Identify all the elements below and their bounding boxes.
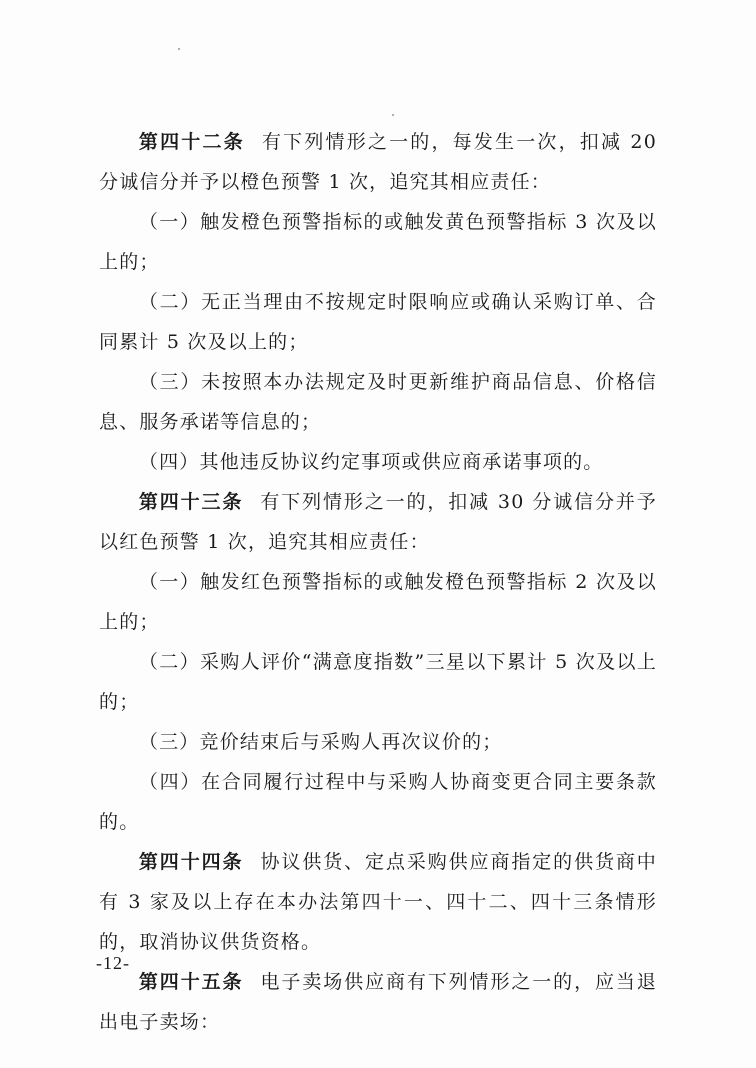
- article-42-heading: 第四十二条: [138, 131, 245, 153]
- scan-speck: [392, 114, 394, 116]
- article-44-heading: 第四十四条: [138, 851, 244, 873]
- article-43-item-2: （二）采购人评价“满意度指数”三星以下累计 5 次及以上的；: [99, 651, 657, 713]
- article-43-item-1: （一）触发红色预警指标的或触发橙色预警指标 2 次及以上的；: [99, 571, 657, 633]
- article-42-item-1: （一）触发橙色预警指标的或触发黄色预警指标 3 次及以上的；: [99, 211, 657, 273]
- article-42-item-3: （三）未按照本办法规定及时更新维护商品信息、价格信息、服务承诺等信息的；: [99, 371, 657, 433]
- article-42-item-4: （四）其他违反协议约定事项或供应商承诺事项的。: [138, 451, 604, 473]
- article-42-text: 有下列情形之一的，每发生一次，扣减 20 分诚信分并予以橙色预警 1 次，追究其相应责任：: [99, 131, 657, 193]
- article-45-paragraph: [99, 962, 657, 1042]
- article-45-text: 电子卖场供应商有下列情形之一的，应当退出电子卖场：: [99, 971, 657, 1033]
- page-number: -12-: [96, 953, 130, 973]
- article-43-item-3: （三）竞价结束后与采购人再次议价的；: [138, 731, 503, 753]
- article-42-paragraph: [99, 122, 657, 202]
- article-43-heading: 第四十三条: [138, 491, 244, 513]
- article-43-text: 有下列情形之一的，扣减 30 分诚信分并予以红色预警 1 次，追究其相应责任：: [99, 491, 657, 553]
- article-43-item-4: （四）在合同履行过程中与采购人协商变更合同主要条款的。: [99, 771, 657, 833]
- article-45-heading: 第四十五条: [138, 971, 244, 993]
- document-body: [99, 122, 657, 1042]
- article-42-item-2: （二）无正当理由不按规定时限响应或确认采购订单、合同累计 5 次及以上的；: [99, 291, 657, 353]
- article-44-paragraph: [99, 842, 657, 962]
- article-44-text: 协议供货、定点采购供应商指定的供货商中有 3 家及以上存在本办法第四十一、四十二、四十三条情形的，取消协议供货资格。: [99, 851, 657, 953]
- scan-speck: [178, 48, 180, 50]
- article-43-paragraph: [99, 482, 657, 562]
